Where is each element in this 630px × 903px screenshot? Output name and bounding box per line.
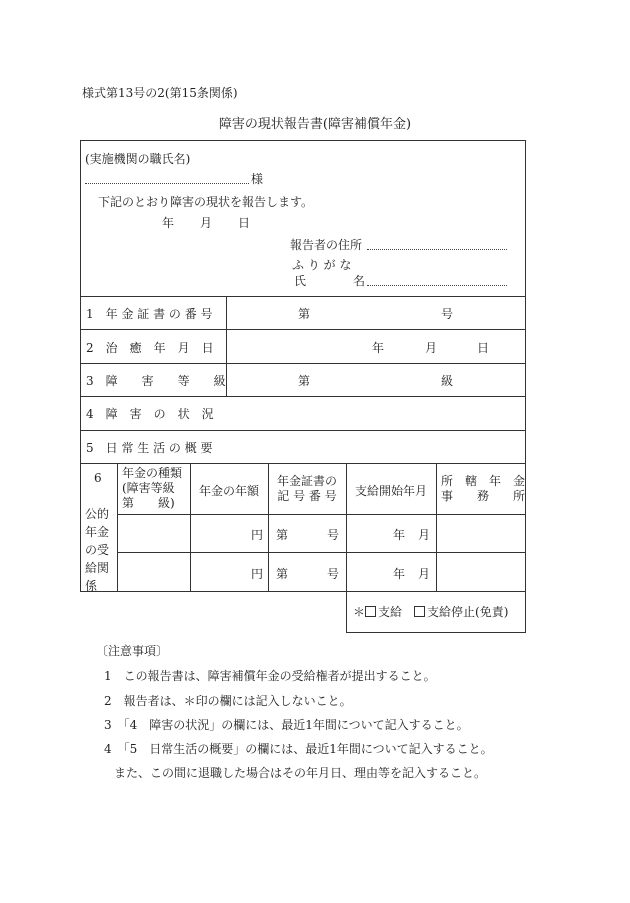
go-label: 号 [327,528,340,542]
report-text: 下記のとおり障害の現状を報告します。 [98,195,314,209]
month-label: 月 [418,567,431,581]
row4-label: 4 障 害 の 状 況 [86,407,214,421]
option-payment-suspended-label: 支給停止(免責) [427,605,509,619]
furigana-label: ふ り が な [292,258,352,272]
dai-label: 第 [276,567,289,581]
col-certificate-number-header: 年金証書の 記 号 番 号 [276,474,337,503]
row2-day: 日 [477,341,490,355]
row3-label: 3 障 害 等 級 [86,374,226,388]
note-item-3: 3 「4 障害の状況」の欄には、最近1年間について記入すること。 [104,718,469,732]
col-start-date-header: 支給開始年月 [354,484,427,498]
form-number: 様式第13号の2(第15条関係) [82,86,238,100]
row2-label: 2 治 癒 年 月 日 [86,341,214,355]
sama-label: 様 [251,172,264,186]
note-item-1: 1 この報告書は、障害補償年金の受給権者が提出すること。 [104,669,436,683]
reporter-address-field[interactable] [367,249,507,250]
name-label-1: 氏 [294,274,307,288]
option-payment-label: 支給 [378,605,403,619]
col-pension-type-header: 年金の種類 (障害等級 第 級) [122,466,183,510]
checkbox-payment-suspended[interactable] [414,606,425,617]
row2-month: 月 [425,341,438,355]
row3-kyu: 級 [441,374,454,388]
dai-label: 第 [276,528,289,542]
institution-label: (実施機関の職氏名) [85,152,191,166]
col-pension-office-header: 所 轄 年 金 事 務 所 [441,474,526,503]
note-continuation: また、この間に退職した場合はその年月日、理由等を記入すること。 [114,766,487,780]
row1-dai: 第 [298,307,311,321]
section6-number: 6 [94,471,102,485]
institution-field[interactable] [85,183,249,184]
office-use-box [353,603,508,620]
reporter-name-field[interactable] [367,285,507,286]
name-label-2: 名 [353,274,366,288]
yen-label: 円 [251,528,264,542]
row3-dai: 第 [298,374,311,388]
star-mark: ＊ [353,605,366,619]
yen-label: 円 [251,567,264,581]
date-year-label: 年 [162,216,175,230]
note-item-2: 2 報告者は、＊印の欄には記入しないこと。 [104,694,352,708]
row1-go: 号 [441,307,454,321]
year-label: 年 [393,567,406,581]
date-day-label: 日 [238,216,251,230]
date-month-label: 月 [200,216,213,230]
col-pension-amount-header: 年金の年額 [198,484,259,498]
row2-year: 年 [372,341,385,355]
section6-label: 公的 年金 の受 給関 係 [85,507,110,593]
checkbox-payment[interactable] [365,606,376,617]
reporter-address-label: 報告者の住所 [290,238,363,252]
page-title: 障害の現状報告書(障害補償年金) [218,117,412,132]
row5-label: 5 日 常 生 活 の 概 要 [86,441,213,455]
row1-label: 1 年 金 証 書 の 番 号 [86,307,213,321]
year-label: 年 [393,528,406,542]
go-label: 号 [327,567,340,581]
notes-heading: 〔注意事項〕 [96,644,169,658]
month-label: 月 [418,528,431,542]
note-item-4: 4 「5 日常生活の概要」の欄には、最近1年間について記入すること。 [104,742,493,756]
